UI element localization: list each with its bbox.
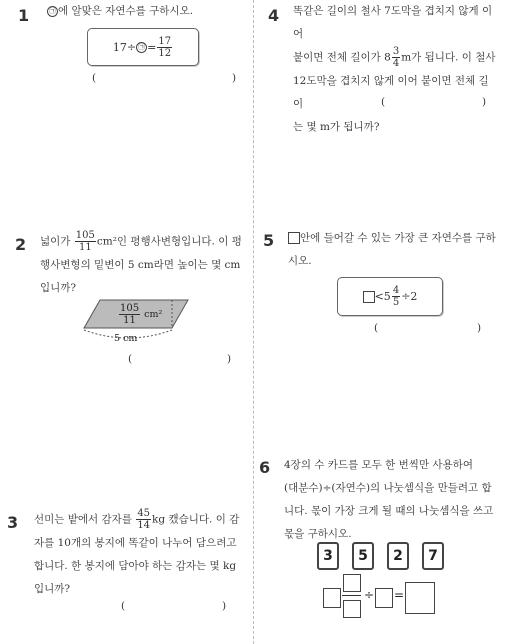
number-card: 5	[352, 542, 374, 570]
problem-3-number: 3	[7, 513, 19, 532]
circle-mark: ㉠	[49, 6, 56, 15]
equals-sign: =	[394, 588, 405, 602]
fraction: $\frac{4}{5}$	[392, 285, 400, 308]
problem-6-text: 4장의 수 카드를 모두 한 번씩만 사용하여 (대분수)÷(자연수)의 나눗셈식을 만들려고 합 니다. 몫이 가장 크게 될 때의 나눗셈식을 쓰고 몫을 구하시오.	[284, 459, 494, 540]
numerator-box	[343, 574, 361, 592]
fraction-bar	[342, 595, 361, 596]
answer-open-paren: (	[128, 353, 133, 365]
fraction: $\frac{3}{4}$	[392, 46, 400, 69]
blank-square	[288, 232, 300, 244]
problem-1-line: 에 알맞은 자연수를 구하시오.	[58, 5, 194, 17]
circle-mark: ㉠	[138, 42, 146, 51]
problem-3-text: 선미는 밭에서 감자를 $\frac{45}{14}$ kg 캤습니다. 이 감 자를 10개의 봉지에 똑같이 나누어 담으려고 합니다. 한 봉지에 담아야 하는 감자는 몇 kg 입니까?	[34, 508, 240, 595]
quotient-box	[405, 582, 435, 614]
problem-4-number: 4	[268, 6, 280, 25]
answer-open-paren: (	[121, 600, 126, 612]
answer-open-paren: (	[381, 96, 386, 108]
fraction: $\frac{17}{12}$	[158, 35, 172, 59]
number-card: 7	[422, 542, 444, 570]
denominator-box	[343, 600, 361, 618]
problem-4-text: 똑같은 길이의 철사 7도막을 겹치지 않게 이어 붙이면 전체 길이가 8 $\frac{3}{4}$ m가 됩니다. 이 철사 12도막을 겹치지 않게 이어 붙이면 전체 길이 는 몇 m가 됩니까?	[293, 5, 496, 133]
number-card: 2	[387, 542, 409, 570]
problem-1-number: 1	[18, 6, 30, 25]
divisor-box	[375, 588, 393, 608]
answer-open-paren: (	[92, 72, 97, 84]
fraction: $\frac{105}{11}$	[75, 230, 95, 253]
fraction: $\frac{45}{14}$	[137, 508, 151, 531]
answer-close-paren: )	[227, 353, 232, 365]
answer-close-paren: )	[482, 96, 487, 108]
problem-1-text	[47, 0, 193, 23]
fraction: $\frac{105}{11}$	[120, 303, 140, 326]
divide-sign: ÷	[364, 588, 375, 602]
problem-2-text: 넓이가 $\frac{105}{11}$ cm²인 평행사변형입니다. 이 평 행사변형의 밑변이 5 cm라면 높이는 몇 cm 입니까?	[40, 230, 242, 294]
problem-2-number: 2	[15, 235, 27, 254]
whole-number-box	[323, 588, 341, 608]
problem-5-equation-box: <5 $\frac{4}{5}$ ÷2	[337, 277, 443, 316]
answer-close-paren: )	[232, 72, 237, 84]
eq-mid: =	[147, 40, 157, 54]
answer-close-paren: )	[477, 322, 482, 334]
problem-1-equation-box	[87, 28, 199, 66]
column-divider	[253, 0, 254, 644]
problem-6-number: 6	[259, 458, 271, 477]
figure-area-label: $\frac{105}{11}$ cm²	[120, 303, 163, 326]
answer-template	[323, 574, 443, 618]
problem-5-number: 5	[263, 231, 275, 250]
blank-square	[363, 291, 375, 303]
answer-close-paren: )	[222, 600, 227, 612]
figure-base-label: 5 cm	[114, 333, 138, 344]
problem-5-text: 안에 들어갈 수 있는 가장 큰 자연수를 구하 시오.	[288, 232, 496, 267]
number-card: 3	[317, 542, 339, 570]
answer-open-paren: (	[374, 322, 379, 334]
eq-left: 17÷	[112, 40, 137, 54]
